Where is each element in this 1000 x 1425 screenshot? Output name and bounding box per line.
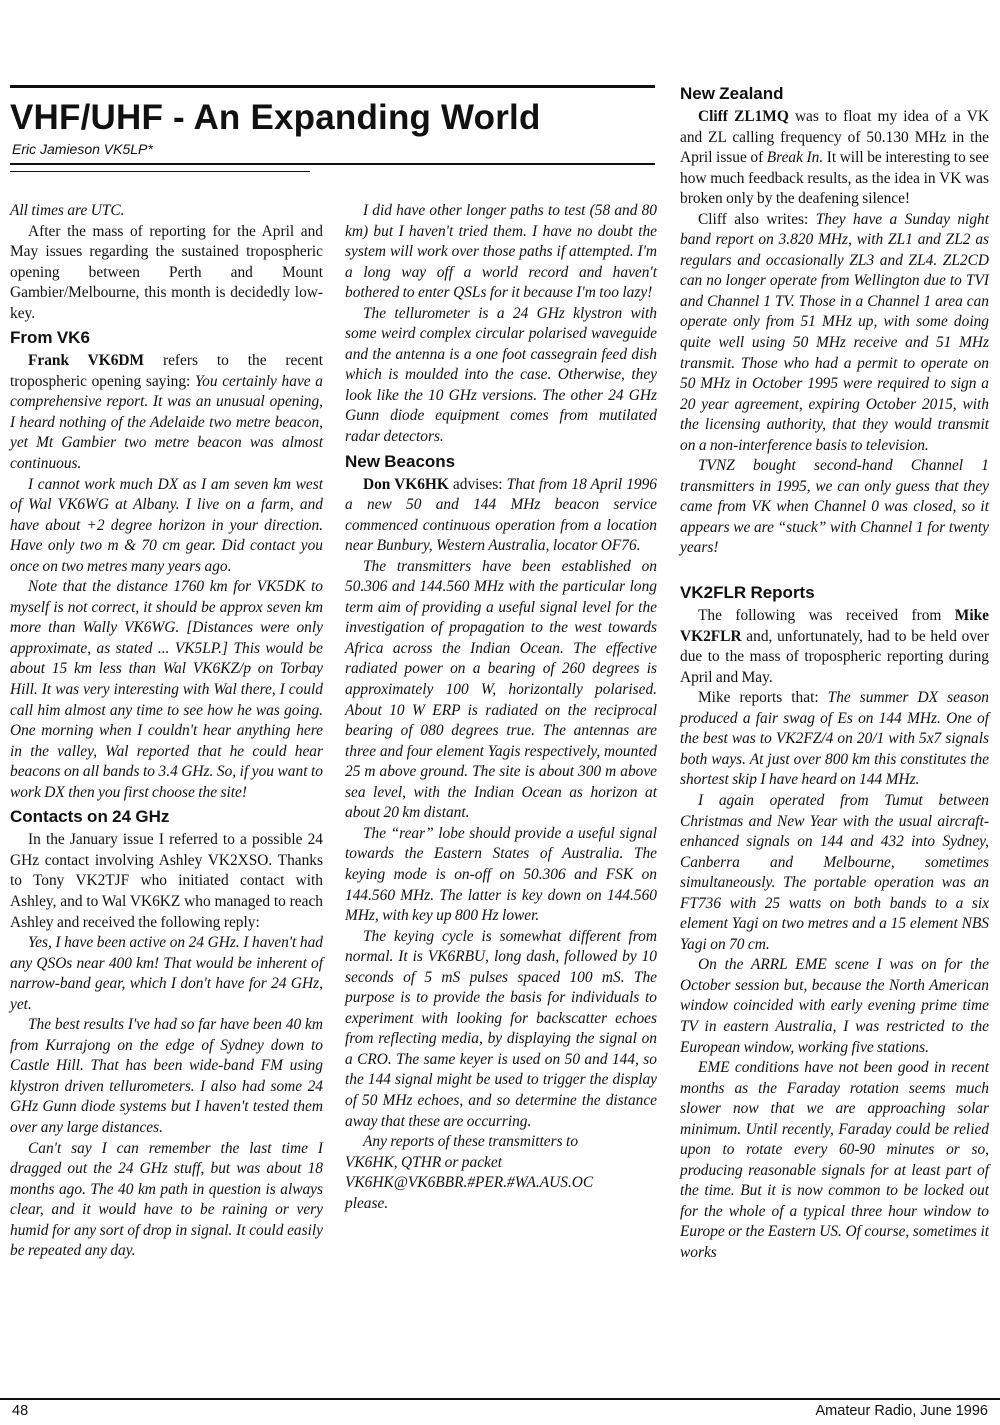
top-rule: [10, 85, 655, 88]
paragraph: The keying cycle is somewhat different from normal. It is VK6RBU, long dash, followed by 10 seconds of 5 mS pulses spaced 100 mS. The purpose is to provide the basis for individuals to experiment with looking for backscatter echoes from reflecting media, by displaying the signal on a CRO. The same keyer is used on 50 and 144, so the 144 signal might be used to trigger the display of 50 MHz echoes, and so determine the distance away that these are occurring.: [345, 927, 657, 1130]
paragraph: EME conditions have not been good in recent months as the Faraday rotation seems much slower now that we are approaching solar minimum. Until recently, Faraday could be relied upon to rotate every 60-90 minutes or so, producing reasonable signals for at least part of the time. But it is now common to be locked out for the whole of a typical three hour window to Europe or the Eastern US. Of course, sometimes it works: [680, 1059, 989, 1261]
title-short-rule: [10, 171, 310, 172]
paragraph: Can't say I can remember the last time I dragged out the 24 GHz stuff, but was about 18 months ago. The 40 km path in question is always clear, and it would have to be raining or very humid for any sort of drop in signal. It could easily be repeated any day.: [10, 1139, 323, 1260]
footer-rule: [0, 1398, 1000, 1400]
paragraph: Note that the distance 1760 km for VK5DK to myself is not correct, it should be approx seven km more than Wally VK6WG. [Distances were only approximate, as stated ... VK5LP.] This would be about 15 km less than Wal VK6KZ/p on Torbay Hill. It was very interesting with Wal there, I could call him almost any time to see how he was going. One morning when I couldn't hear anything here in the valley, Wal reported that he could hear beacons on all bands to 3.4 GHz. So, if you want to work DX then you first choose the site!: [10, 578, 323, 801]
paragraph: Don VK6HK advises: That from 18 April 1996 a new 50 and 144 MHz beacon service commenced continuous operation from a location near Bunbury, Western Australia, locator OF76.: [345, 475, 658, 555]
paragraph: The following was received from Mike VK2FLR and, unfortunately, had to be held over due to the mass of tropospheric reporting during April and May.: [680, 607, 989, 686]
paragraph: I again operated from Tumut between Christmas and New Year with the usual aircraft-enhanced signals on 144 and 432 into Sydney, Canberra and Melbourne, sometimes simultaneously. The portable operation was an FT736 with 25 watts on both bands to a six element Yagi on two metres and a 15 element NBS Yagi on 70 cm.: [680, 791, 989, 953]
paragraph: Cliff also writes: They have a Sunday night band report on 3.820 MHz, with ZL1 and ZL2 as regulars and occasionally ZL3 and ZL4. ZL2CD can no longer operate from Wellington due to TVI and Channel 1 TV. Those in a Channel 1 area can operate only from 51 MHz up, with some doing quite well using 50 MHz receive and 51 MHz transmit. Those who had a permit to operate on 50 MHz in October 1995 were required to sign a 20 year agreement, expiring October 2015, with the licensing authority, that they would transmit on a non-interference basis to television.: [680, 210, 989, 454]
paragraph: All times are UTC.: [10, 202, 125, 219]
section-heading-new-beacons: New Beacons: [345, 451, 456, 471]
paragraph: Cliff ZL1MQ was to float my idea of a VK and ZL calling frequency of 50.130 MHz in the April issue of Break In. It will be interesting to see how much feedback results, as the idea in VK was broken only by the deafening silence!: [680, 108, 989, 208]
paragraph: TVNZ bought second-hand Channel 1 transmitters in 1995, we can only guess that they came from VK when Channel 0 was closed, so it appears we are “stuck” with Channel 1 for twenty years!: [680, 457, 989, 557]
paragraph: After the mass of reporting for the April and May issues regarding the sustained tropospheric opening between Perth and Mount Gambier/Melbourne, this month is decidedly low-key.: [10, 222, 323, 322]
paragraph: On the ARRL EME scene I was on for the October session but, because the North American window coincided with early evening prime time TV in eastern Australia, I was restricted to the European window, working five stations.: [680, 956, 989, 1056]
paragraph: The best results I've had so far have been 40 km from Kurrajong on the edge of Sydney down to Castle Hill. That has been wide-band FM using klystron driven tellurometers. I also had some 24 GHz Gunn diode systems but I haven't tested them over any large distances.: [10, 1016, 323, 1136]
page-number: 48: [12, 1403, 29, 1419]
section-heading-new-zealand: New Zealand: [680, 84, 784, 103]
publication-info: Amateur Radio, June 1996: [815, 1403, 988, 1419]
column-3: [680, 82, 989, 1264]
paragraph: The transmitters have been established on 50.306 and 144.560 MHz with the particular long term aim of providing a useful signal level for the investigation of propagation to the west towards Africa across the Indian Ocean. The effective radiated power on a bearing of 260 degrees is approximately 100 W, horizontally polarised. About 10 W ERP is radiated on the reciprocal bearing of 080 degrees true. The antennas are three and four element Yagis respectively, mounted 25 m above ground. The site is about 300 m above sea level, with the Indian Ocean as horizon at about 20 km distant.: [345, 557, 657, 822]
paragraph: I did have other longer paths to test (58 and 80 km) but I haven't tried them. I have no doubt the system will work over those paths if attempted. I'm a long way off a world record and haven't bothered to enter QSLs for it because I'm too lazy!: [345, 202, 657, 302]
paragraph: In the January issue I referred to a possible 24 GHz contact involving Ashley VK2XSO. Thanks to Tony VK2TJF who initiated contact with Ashley, and to Wal VK6KZ who managed to reach Ashley and received the following reply:: [10, 831, 323, 931]
paragraph: I cannot work much DX as I am seven km west of Wal VK6WG at Albany. I live on a farm, and have about +2 degree horizon in your direction. Have only two m & 70 cm gear. Did contact you once on two metres many years ago.: [10, 475, 323, 575]
paragraph: Frank VK6DM refers to the recent tropospheric opening saying: You certainly have a comprehensive report. It was an unusual opening, I heard nothing of the Adelaide two metre beacon, yet Mt Gambier two metre beacon was almost continuous.: [10, 352, 323, 473]
column-1: [10, 201, 323, 1262]
title-bottom-rule: [10, 163, 655, 165]
page-title: VHF/UHF - An Expanding World: [10, 98, 541, 137]
paragraph: Yes, I have been active on 24 GHz. I haven't had any QSOs near 400 km! That would be inherent of narrow-band gear, which I don't have for 24 GHz, yet.: [10, 934, 323, 1013]
section-heading-vk2flr-reports: VK2FLR Reports: [680, 583, 815, 603]
section-heading-contacts-24ghz: Contacts on 24 GHz: [10, 807, 170, 827]
paragraph: Mike reports that: The summer DX season produced a fair swag of Es on 144 MHz. One of the best was to VK2FZ/4 on 20/1 with 5x7 signals both ways. At just over 800 km this constitutes the shortest skip I have heard on 144 MHz.: [680, 689, 989, 789]
paragraph: The tellurometer is a 24 GHz klystron with some weird complex circular polarised waveguide and the antenna is a one foot cassegrain feed dish which is moulded into the case. Otherwise, they look like the 10 GHz versions. The other 24 GHz Gunn diode equipment comes from mutilated radar detectors.: [345, 304, 657, 446]
paragraph: The “rear” lobe should provide a useful signal towards the Eastern States of Australia. The keying mode is on-off on 50.306 and FSK on 144.560 MHz. The latter is key down on 144.560 MHz, with key up 800 Hz lower.: [345, 824, 657, 925]
section-heading-from-vk6: From VK6: [10, 328, 90, 348]
paragraph: Any reports of these transmitters to VK6HK, QTHR or packet VK6HK@VK6BBR.#PER.#WA.AUS.OC please.: [345, 1133, 594, 1212]
author-byline: Eric Jamieson VK5LP*: [12, 141, 153, 157]
column-2: [345, 201, 657, 1214]
